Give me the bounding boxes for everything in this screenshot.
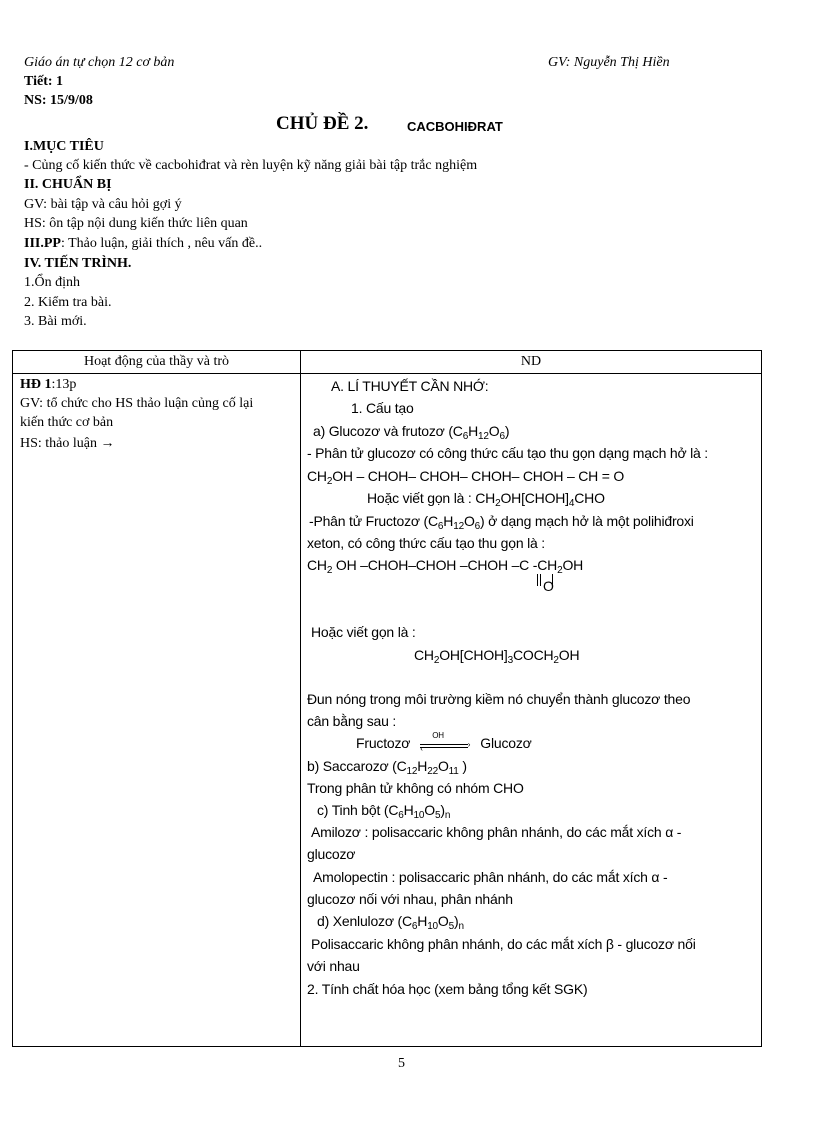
activity-hd-time: :13p bbox=[51, 377, 77, 392]
fructose-desc: -Phân tử Fructozơ $(C_6H_{12}O_6)$ ở dạng mạch hở là một polihiđroxi bbox=[309, 513, 694, 532]
glucose-formula: $CH_2OH$ – CHOH– CHOH– CHOH– CHOH – CH = O bbox=[307, 468, 625, 487]
process-step-3: 3. Bài mới. bbox=[24, 314, 87, 329]
equilibrium-right: Glucozơ bbox=[480, 735, 532, 751]
equilibrium-left: Fructozơ bbox=[356, 735, 411, 751]
carbonyl-oxygen: O bbox=[543, 578, 554, 594]
fructose-desc-2: xeton, có công thức cấu tạo thu gọn là : bbox=[307, 535, 545, 551]
activity-gv-line1: GV: tổ chức cho HS thảo luận củng cố lại bbox=[20, 396, 254, 411]
header-teacher: GV: Nguyễn Thị Hiền bbox=[548, 55, 670, 70]
chemical-properties-heading: 2. Tính chất hóa học (xem bảng tổng kết SGK) bbox=[307, 981, 588, 997]
fructose-formula: $CH_2$ OH –CHOH–CHOH –CHOH –C $-CH_2OH$ bbox=[307, 557, 584, 576]
bond-mark bbox=[552, 574, 554, 586]
cellulose-heading: d) Xenlulozơ $(C_6H_{10}O_5)_n$ bbox=[317, 913, 464, 932]
col-header-activities: Hoạt động của thầy và trò bbox=[13, 351, 301, 374]
section-objectives-text: - Củng cố kiến thức về cacbohiđrat và rèn luyện kỹ năng giải bài tập trắc nghiệm bbox=[24, 158, 478, 173]
activities-cell bbox=[13, 374, 301, 1047]
activity-gv-line2: kiến thức cơ bản bbox=[20, 415, 114, 430]
double-bond-mark bbox=[537, 574, 541, 586]
header-course: Giáo án tự chọn 12 cơ bản bbox=[24, 55, 175, 70]
cellulose-desc: Polisaccaric không phân nhánh, do các mắt xích β - glucozơ nối bbox=[311, 936, 696, 952]
amylose-desc-2: glucozơ bbox=[307, 846, 356, 862]
amylopectin-desc: Amolopectin : polisaccaric phân nhánh, do các mắt xích α - bbox=[313, 869, 668, 885]
saccharose-desc: Trong phân tử không có nhóm CHO bbox=[307, 780, 524, 796]
equilibrium-desc-2: cân bằng sau : bbox=[307, 713, 397, 729]
starch-heading: c) Tinh bột $(C_6H_{10}O_5)_n$ bbox=[317, 802, 451, 821]
lesson-number: Tiết: 1 bbox=[24, 74, 64, 89]
content-cell bbox=[301, 374, 762, 1047]
activity-hs-text: HS: thảo luận bbox=[20, 436, 97, 451]
section-prep-title: II. CHUẨN BỊ bbox=[24, 177, 112, 192]
cellulose-desc-2: với nhau bbox=[307, 958, 360, 974]
theory-title: A. LÍ THUYẾT CẦN NHỚ: bbox=[331, 378, 489, 394]
glucose-desc: - Phân tử glucozơ có công thức cấu tạo thu gọn dạng mạch hở là : bbox=[307, 445, 708, 461]
equilibrium-equation bbox=[356, 731, 532, 754]
arrow-right-icon: → bbox=[100, 434, 115, 450]
section-prep-gv: GV: bài tập và câu hỏi gợi ý bbox=[24, 197, 182, 212]
fructose-short-formula: $CH_2OH[CHOH]_3COCH_2OH$ bbox=[414, 647, 580, 666]
section-method-text: : Thảo luận, giải thích , nêu vấn đề.. bbox=[60, 236, 263, 251]
amylopectin-desc-2: glucozơ nối với nhau, phân nhánh bbox=[307, 891, 513, 907]
process-step-2: 2. Kiểm tra bài. bbox=[24, 295, 112, 310]
section-objectives-title: I.MỤC TIÊU bbox=[24, 139, 104, 154]
date-line: NS: 15/9/08 bbox=[24, 93, 93, 108]
activity-hd-label: HĐ 1 bbox=[20, 377, 52, 392]
col-header-content: ND bbox=[301, 351, 762, 374]
equilibrium-arrows-icon: OH › ‹ bbox=[420, 731, 471, 754]
page-title: CHỦ ĐỀ 2. bbox=[276, 113, 369, 134]
fructose-short-label: Hoặc viết gọn là : bbox=[311, 624, 416, 640]
amylose-desc: Amilozơ : polisaccaric không phân nhánh, do các mắt xích α - bbox=[311, 824, 682, 840]
saccharose-heading: b) Saccarozơ ($C_{12}H_{22}O_{11}$ ) bbox=[307, 758, 467, 777]
structure-heading: 1. Cấu tạo bbox=[351, 400, 414, 416]
section-prep-hs: HS: ôn tập nội dung kiến thức liên quan bbox=[24, 216, 248, 231]
equilibrium-desc: Đun nóng trong môi trường kiềm nó chuyển thành glucozơ theo bbox=[307, 691, 691, 707]
activity-hs bbox=[20, 434, 115, 452]
page-number: 5 bbox=[398, 1056, 405, 1071]
activity-hd bbox=[20, 377, 76, 393]
page-subtitle: CACBOHIĐRAT bbox=[407, 119, 503, 134]
glucose-fructose-heading: a) Glucozơ và frutozơ $(C_6H_{12}O_6)$ bbox=[313, 423, 510, 442]
glucose-short-formula: Hoặc viết gọn là : $CH_2OH[CHOH]_4CHO$ bbox=[367, 490, 605, 509]
section-method-label: III.PP bbox=[24, 236, 61, 251]
section-method bbox=[24, 236, 262, 252]
process-step-1: 1.Ổn định bbox=[24, 275, 80, 290]
lesson-table bbox=[12, 350, 762, 1047]
section-process-title: IV. TIẾN TRÌNH. bbox=[24, 256, 132, 271]
